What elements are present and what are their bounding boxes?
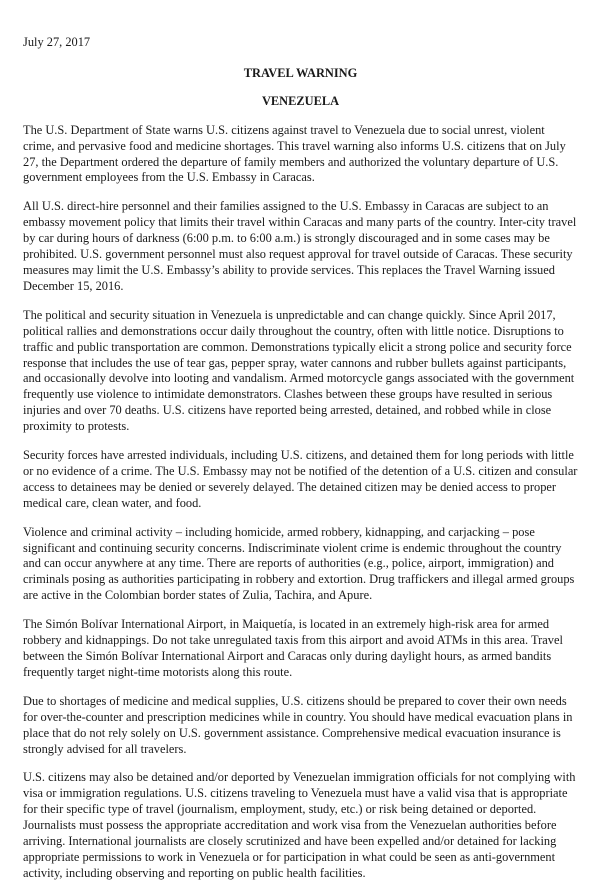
document-title: TRAVEL WARNING [243,65,358,80]
paragraph-embassy-movement-policy: All U.S. direct-hire personnel and their families assigned to the U.S. Embassy in Caracas are subject to an embassy movement policy that limits their travel within Caracas and many parts of the country. Inter-city travel by car during hours of darkness (6:00 p.m. to 6:00 a.m.) is strongly discouraged and in some cases may be prohibited. U.S. government personnel must also request approval for travel outside of Caracas. These security measures may limit the U.S. Embassy’s ability to provide services. This replaces the Travel Warning issued December 15, 2016. [23,199,577,293]
document-date: July 27, 2017 [23,35,91,49]
paragraph-security-forces: Security forces have arrested individuals, including U.S. citizens, and detained them for long periods with little or no evidence of a crime. The U.S. Embassy may not be notified of the detention of a U.S. citizen and consular access to detainees may be denied or severely delayed. The detained citizen may be denied access to proper medical care, clean water, and food. [23,448,578,510]
paragraph-airport: The Simón Bolívar International Airport, in Maiquetía, is located in an extremely high-risk area for armed robbery and kidnappings. Do not take unregulated taxis from this airport and avoid ATMs in this area. Travel between the Simón Bolívar International Airport and Caracas only during daylight hours, as armed bandits frequently target night-time motorists along this route. [23,617,563,679]
document-country-heading: VENEZUELA [261,93,340,108]
paragraph-violent-crime: Violence and criminal activity – including homicide, armed robbery, kidnapping, and carjacking – pose significant and continuing security concerns. Indiscriminate violent crime is endemic throughout the country and can occur anywhere at any time. There are reports of authorities (e.g., police, airport, immigration) and criminals posing as authorities participating in robbery and extortion. Drug traffickers and illegal armed groups are active in the Colombian border states of Zulia, Tachira, and Apure. [23,524,575,603]
paragraph-medical-shortages: Due to shortages of medicine and medical supplies, U.S. citizens should be prepared to cover their own needs for over-the-counter and prescription medicines while in country. You should have medical evacuation plans in place that do not rely solely on U.S. government assistance. Comprehensive medical evacuation insurance is strongly advised for all travelers. [23,693,573,756]
paragraph-intro: The U.S. Department of State warns U.S. citizens against travel to Venezuela due to social unrest, violent crime, and pervasive food and medicine shortages. This travel warning also informs U.S. citizens that on July 27, the Department ordered the departure of family members and authorized the voluntary departure of U.S. government employees from the U.S. Embassy in Caracas. [23,122,566,185]
paragraph-immigration: U.S. citizens may also be detained and/or deported by Venezuelan immigration officials for not complying with visa or immigration regulations. U.S. citizens traveling to Venezuela must have a valid visa that is appropriate for their specific type of travel (journalism, employment, study, etc.) or risk being detained or deported. Journalists must possess the appropriate accreditation and work visa from the Venezuelan authorities before arriving. International journalists are closely scrutinized and have been expelled and/or detained for lacking appropriate permissions to work in Venezuela or for participation in what could be seen as anti-government activity, including observing and reporting on public health facilities. [23,770,576,880]
paragraph-political-situation: The political and security situation in Venezuela is unpredictable and can change quickly. Since April 2017, political rallies and demonstrations occur daily throughout the country, often with little notice. Disruptions to traffic and public transportation are common. Demonstrations typically elicit a strong police and security force response that includes the use of tear gas, pepper spray, water cannons and rubber bullets against participants, and occasionally devolve into looting and vandalism. Armed motorcycle gangs associated with the government frequently use violence to intimidate demonstrators. Clashes between these groups have resulted in serious injuries and over 70 deaths. U.S. citizens have reported being arrested, detained, and robbed while in close proximity to protests. [23,307,575,434]
